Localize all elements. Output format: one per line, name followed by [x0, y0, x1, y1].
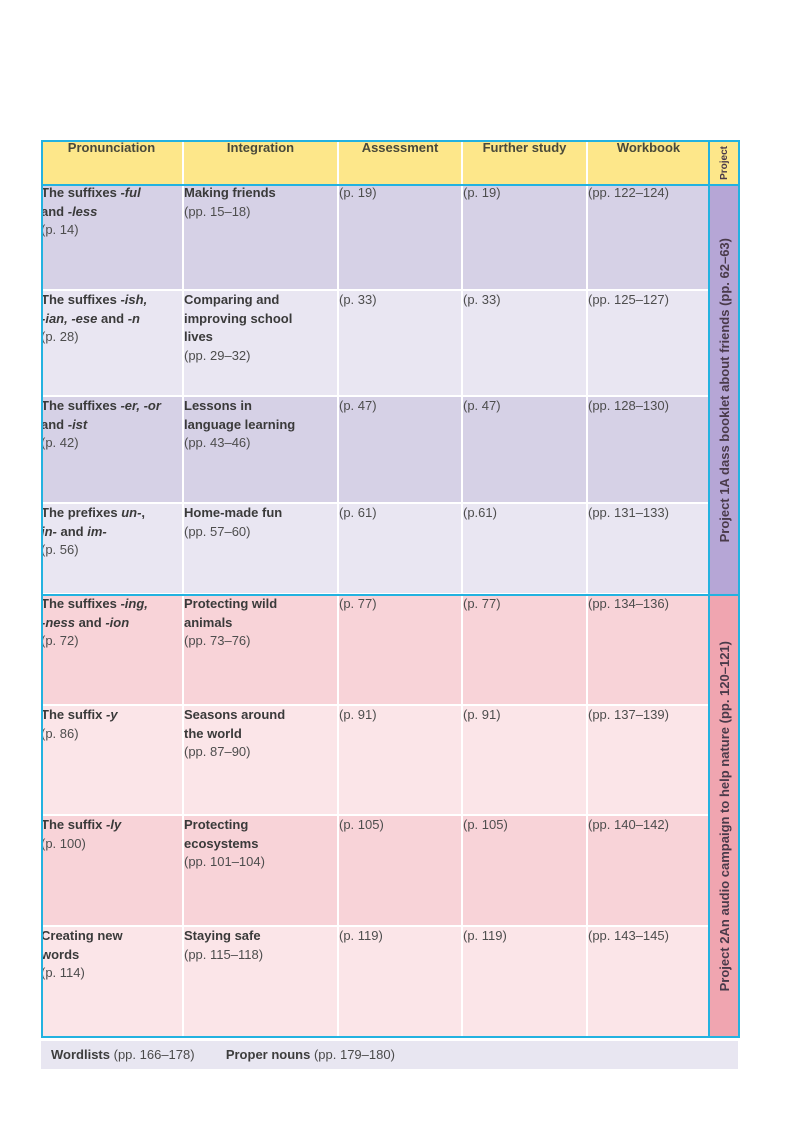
integration-cell [183, 815, 338, 926]
footer-bar [41, 1041, 738, 1069]
cell-text-run: Making friends [184, 185, 276, 200]
cell-text-run: The suffix [41, 707, 107, 722]
proper-nouns-label: Proper nouns [225, 1047, 311, 1062]
integration-cell [183, 705, 338, 815]
further-study-cell: (p. 91) [462, 705, 587, 815]
cell-text-run: Comparing and [184, 292, 280, 307]
cell-text-run: Seasons around [184, 707, 286, 722]
cell-text-run: , [141, 505, 146, 520]
cell-text-run: improving school [184, 310, 293, 326]
workbook-cell: (pp. 143–145) [587, 926, 709, 1039]
project-1-band [709, 185, 740, 595]
table-row [41, 705, 709, 815]
cell-text-run: (p. 56) [41, 542, 79, 557]
workbook-cell: (pp. 131–133) [587, 503, 709, 594]
assessment-cell: (p. 33) [338, 290, 462, 396]
assessment-cell: (p. 61) [338, 503, 462, 594]
cell-text-run: -ful [120, 185, 141, 200]
wordlists-pages: (pp. 166–178) [110, 1047, 195, 1062]
header-project-tag [709, 140, 740, 185]
integration-cell [183, 503, 338, 594]
pronunciation-cell [41, 926, 183, 1039]
project-2-text [717, 641, 732, 991]
workbook-cell: (pp. 128–130) [587, 396, 709, 503]
cell-text-run: -ness [41, 614, 75, 630]
cell-text-run: and [56, 523, 88, 539]
cell-text-run: and [74, 614, 106, 630]
cell-text-run: Creating new [41, 928, 123, 943]
cell-text-run: The suffixes [41, 292, 121, 307]
pronunciation-cell [41, 290, 183, 396]
cell-text-run: ecosystems [184, 835, 259, 851]
assessment-cell: (p. 105) [338, 815, 462, 926]
cell-text-run: Protecting wild [184, 596, 278, 611]
cell-text-run: (p. 14) [41, 222, 79, 237]
cell-text-run: The suffixes [41, 185, 121, 200]
workbook-cell: (pp. 134–136) [587, 594, 709, 705]
table-row [41, 503, 709, 594]
pronunciation-cell [41, 396, 183, 503]
further-study-cell: (p. 77) [462, 594, 587, 705]
project-1-text [717, 238, 732, 542]
workbook-cell: (pp. 122–124) [587, 184, 709, 290]
table-row [41, 290, 709, 396]
cell-text-run: (pp. 73–76) [184, 633, 251, 648]
cell-text-run: The suffix [41, 817, 107, 832]
project-2-title: An audio campaign to help nature (pp. 120–121) [717, 641, 732, 937]
project-2-band [709, 595, 740, 1038]
header-integration: Integration [183, 140, 338, 184]
further-study-cell: (p. 19) [462, 184, 587, 290]
pronunciation-cell [41, 594, 183, 705]
cell-text-run: (pp. 57–60) [184, 523, 251, 539]
table-row [41, 594, 709, 705]
cell-text-run: in- [41, 523, 57, 539]
integration-cell [183, 396, 338, 503]
project-1-label: Project 1 [717, 487, 732, 543]
cell-text-run: the world [184, 725, 242, 741]
table-row [41, 815, 709, 926]
further-study-cell: (p. 47) [462, 396, 587, 503]
header-project-label: Project [719, 145, 730, 180]
header-pronunciation: Pronunciation [41, 140, 183, 184]
cell-text-run: -less [67, 203, 98, 219]
cell-text-run: The suffixes [41, 398, 121, 413]
cell-text-run: -er, -or [120, 398, 161, 413]
cell-text-run: words [41, 946, 80, 962]
header-row [41, 140, 709, 184]
cell-text-run: (pp. 15–18) [184, 203, 251, 219]
cell-text-run: Home-made fun [184, 505, 283, 520]
integration-cell [183, 184, 338, 290]
cell-text-run: (pp. 43–46) [184, 435, 251, 450]
pronunciation-cell [41, 815, 183, 926]
cell-text-run: (p. 42) [41, 435, 79, 450]
further-study-cell: (p. 119) [462, 926, 587, 1039]
proper-nouns-pages: (pp. 179–180) [310, 1047, 395, 1062]
assessment-cell: (p. 19) [338, 184, 462, 290]
assessment-cell: (p. 47) [338, 396, 462, 503]
cell-text-run: -y [106, 707, 118, 722]
cell-text-run: (p. 114) [41, 965, 85, 980]
header-further-study: Further study [462, 140, 587, 184]
cell-text-run: -ish, [120, 292, 148, 307]
cell-text-run: im- [87, 523, 107, 539]
header-workbook: Workbook [587, 140, 709, 184]
pronunciation-cell [41, 705, 183, 815]
cell-text-run: (pp. 101–104) [184, 854, 265, 869]
cell-text-run: (p. 86) [41, 725, 79, 741]
assessment-cell: (p. 91) [338, 705, 462, 815]
cell-text-run: The prefixes [41, 505, 122, 520]
further-study-cell: (p.61) [462, 503, 587, 594]
cell-text-run: -ian, -ese [41, 310, 98, 326]
cell-text-run: (p. 28) [41, 329, 79, 344]
further-study-cell: (p. 105) [462, 815, 587, 926]
cell-text-run: (p. 72) [41, 633, 79, 648]
assessment-cell: (p. 77) [338, 594, 462, 705]
cell-text-run: Protecting [184, 817, 249, 832]
workbook-cell: (pp. 140–142) [587, 815, 709, 926]
table-row [41, 396, 709, 503]
header-assessment: Assessment [338, 140, 462, 184]
cell-text-run: (pp. 115–118) [184, 946, 264, 962]
project-1-title: A dass booklet about friends (pp. 62–63) [717, 237, 732, 488]
cell-text-run: language learning [184, 416, 296, 432]
cell-text-run: (p. 100) [41, 835, 86, 851]
cell-text-run: -ist [67, 416, 88, 432]
workbook-cell: (pp. 137–139) [587, 705, 709, 815]
assessment-cell: (p. 119) [338, 926, 462, 1039]
cell-text-run: and [41, 203, 68, 219]
cell-text-run: -ing, [120, 596, 148, 611]
project-2-label: Project 2 [717, 936, 732, 992]
cell-text-run: (pp. 87–90) [184, 744, 251, 759]
integration-cell [183, 290, 338, 396]
cell-text-run: un- [121, 505, 142, 520]
pronunciation-cell [41, 503, 183, 594]
cell-text-run: and [97, 310, 128, 326]
wordlists-label: Wordlists [51, 1047, 110, 1062]
further-study-cell: (p. 33) [462, 290, 587, 396]
contents-table [41, 140, 709, 1040]
cell-text-run: (pp. 29–32) [184, 347, 251, 363]
cell-text-run: and [41, 416, 68, 432]
cell-text-run: Lessons in [184, 398, 252, 413]
cell-text-run: -ly [106, 817, 122, 832]
cell-text-run: Staying safe [184, 928, 261, 943]
pronunciation-cell [41, 184, 183, 290]
table-row [41, 926, 709, 1039]
cell-text-run: -n [127, 310, 140, 326]
workbook-cell: (pp. 125–127) [587, 290, 709, 396]
cell-text-run: -ion [105, 614, 130, 630]
integration-cell [183, 926, 338, 1039]
cell-text-run: lives [184, 329, 213, 344]
cell-text-run: animals [184, 614, 233, 630]
cell-text-run: The suffixes [41, 596, 121, 611]
integration-cell [183, 594, 338, 705]
table-row [41, 184, 709, 290]
